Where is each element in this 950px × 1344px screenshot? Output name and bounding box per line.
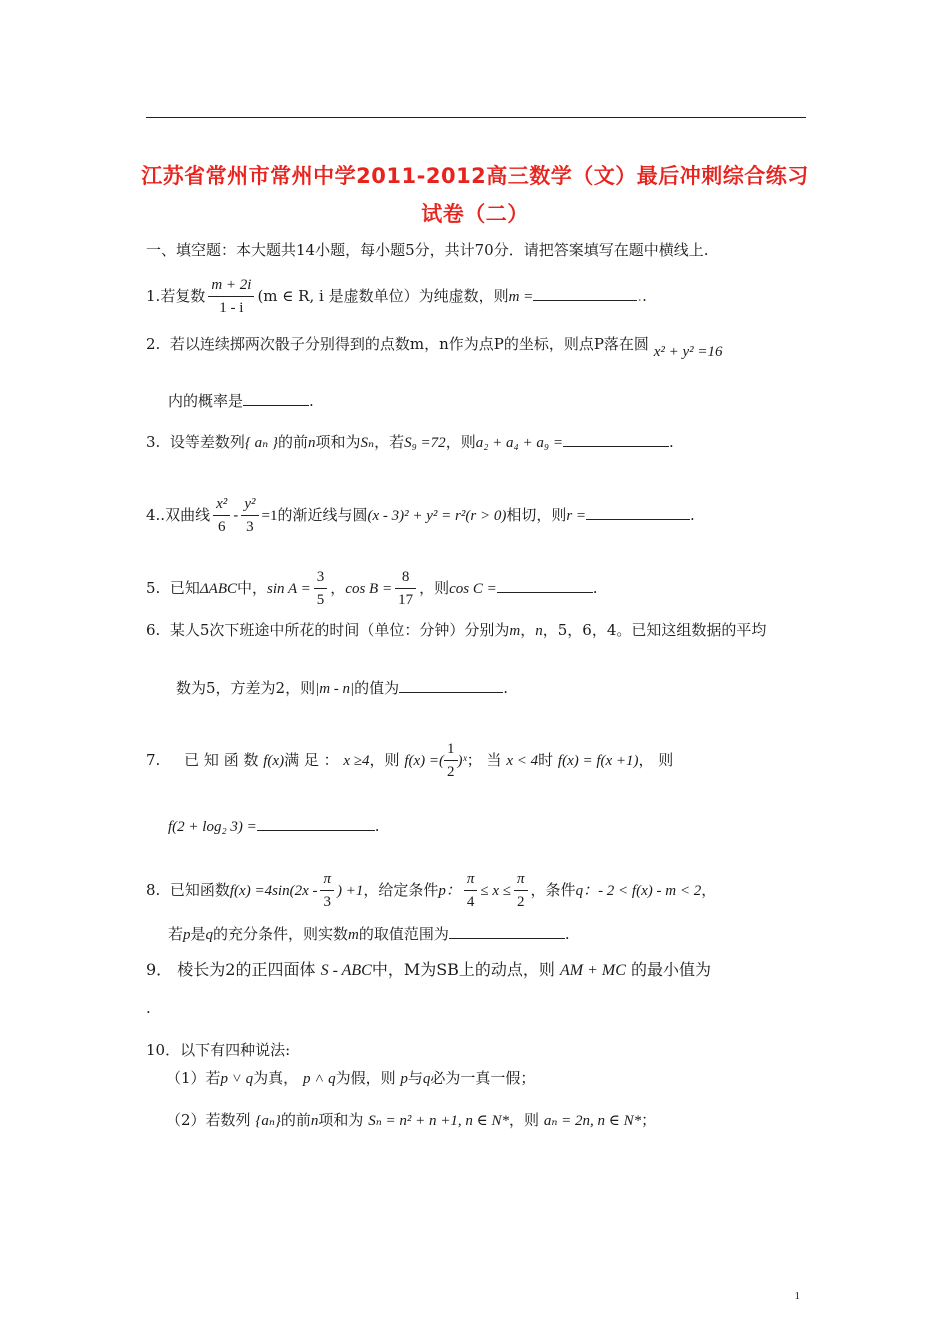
- q5-text-c: ，则: [419, 579, 450, 597]
- q7-text-e: 时: [538, 751, 554, 769]
- q7-fx: f(x): [263, 753, 285, 769]
- question-5: 5. 已知ΔABC中，sin A = $\frac{3}{5}$ ，cos B = $\frac{8}{17}$ ，则cos C = .: [146, 569, 598, 608]
- q3-sum: Sₙ: [360, 435, 375, 451]
- q8-text-b: ，给定条件: [363, 881, 439, 899]
- q8-fx: f(x) =4sin(2x -: [229, 883, 318, 899]
- q4-answer-blank[interactable]: [586, 505, 690, 520]
- q7-expr1: f(x) =(: [404, 753, 445, 769]
- q2-end: .: [309, 392, 314, 410]
- q6-m: m: [509, 623, 521, 639]
- question-3: [146, 432, 674, 453]
- q10-s2-sum: Sₙ = n² + n +1, n ∈ N*: [368, 1113, 510, 1129]
- q4-frac1-num: x²: [216, 496, 228, 512]
- q2-answer-blank[interactable]: [243, 391, 309, 406]
- q7-text-d: ； 当: [466, 751, 502, 769]
- q8-text-d: ，: [701, 881, 717, 899]
- q8-pi4-num: π: [466, 871, 475, 887]
- q5-cos-den: 17: [395, 588, 416, 608]
- q1-ask: m =: [508, 289, 534, 305]
- q10-s1-or: p ˅ q: [220, 1071, 254, 1087]
- q8-p: p：: [438, 883, 461, 899]
- q3-text-b: 的前: [277, 433, 308, 451]
- q2-text: 若以连续掷两次骰子分别得到的点数m，n作为点P的坐标，则点P落在圆: [169, 335, 649, 353]
- q6-n: n: [535, 623, 543, 639]
- q10-s2-d: ，则: [509, 1111, 540, 1129]
- q5-fraction-sin: [314, 570, 328, 608]
- q5-cos-num: 8: [401, 569, 410, 585]
- q10-s1-q: q: [422, 1071, 431, 1087]
- question-7-cont: [168, 816, 380, 837]
- q8-fraction-pi2: [514, 872, 528, 910]
- question-2-cont: [168, 391, 314, 411]
- q4-frac1-den: 6: [213, 515, 230, 535]
- section-heading: 一、填空题：本大题共14小题，每小题5分，共计70分．请把答案填写在题中横线上.: [146, 241, 709, 259]
- q4-fraction-y: [241, 497, 258, 535]
- q3-answer-blank[interactable]: [563, 432, 669, 447]
- q8-pi2-den: 2: [514, 890, 528, 910]
- q8-pi2-num: π: [517, 871, 525, 887]
- q7-answer-blank[interactable]: [257, 816, 375, 831]
- q8-text-g: 的充分条件，则实数: [213, 925, 349, 943]
- q6-text-c: 数为5，方差为2，则: [176, 679, 316, 697]
- q1-number: 1.: [146, 287, 161, 305]
- q10-s2-end: ；: [641, 1111, 657, 1129]
- q9-solid: S - ABC: [320, 962, 372, 979]
- q8-fraction-pi3: [320, 872, 334, 910]
- q5-text-b: 中，: [237, 579, 268, 597]
- q8-text-f: 是: [190, 925, 206, 943]
- q1-lead: 若复数: [160, 287, 206, 305]
- page-title-line2: 试卷（二）: [421, 202, 529, 226]
- question-4: [146, 497, 695, 535]
- q8-pi4-den: 4: [464, 890, 478, 910]
- q7-text-b: 满 足 ：: [284, 751, 339, 769]
- question-1: 1.若复数 $\frac{m + 2i}{1 - i}$ (m ∈ R, i 是虚数单位）为纯虚数，则m = ..: [146, 277, 647, 316]
- q10-text: 以下有四种说法:: [180, 1041, 291, 1059]
- q10-s1-p: p: [400, 1071, 408, 1087]
- q10-statement-2: [166, 1110, 656, 1131]
- q7-text-a: 已 知 函 数: [184, 751, 259, 769]
- q10-s1-f: 与: [407, 1069, 423, 1087]
- q8-text-h: 的取值范围为: [358, 925, 449, 943]
- q4-ask: r =: [566, 508, 587, 524]
- q3-expression: a₂ + a₄ + a₉ =: [475, 435, 563, 451]
- q4-fraction-x: [213, 497, 230, 535]
- q4-text-a: 双曲线: [165, 506, 211, 524]
- q1-condition: (m ∈ R, i 是虚数单位）为纯虚数，则: [257, 287, 509, 305]
- q8-answer-blank[interactable]: [449, 924, 565, 939]
- q2-equation: x² + y² =16: [653, 344, 723, 360]
- q1-answer-blank[interactable]: [533, 286, 637, 301]
- q7-fraction-half: [444, 742, 458, 780]
- q6-text-a: 某人5次下班途中所花的时间（单位：分钟）分别为: [169, 621, 510, 639]
- q4-text-b: 的渐近线与圆: [277, 506, 368, 524]
- q7-expr2: f(x) = f(x +1): [557, 753, 639, 769]
- q2-number: 2.: [146, 335, 161, 353]
- q10-s1-d: 为假，则: [335, 1069, 396, 1087]
- q7-expr1b: )ˣ: [457, 753, 467, 769]
- q9-expression: AM + MC: [560, 962, 626, 979]
- q5-triangle: ΔABC: [199, 581, 238, 597]
- q5-ask: cos C =: [449, 581, 497, 597]
- q8-number: 8.: [146, 881, 161, 899]
- q5-cosB: cos B =: [345, 581, 393, 597]
- q7-ask: f(2 + log₂ 3) =: [168, 819, 257, 835]
- q10-s2-label: （2）若数列: [166, 1111, 251, 1129]
- q5-sin-num: 3: [316, 569, 325, 585]
- q8-q: q：- 2 < f(x) - m < 2: [575, 883, 702, 899]
- question-7: [146, 742, 673, 780]
- q10-s1-and: p ˄ q: [302, 1071, 336, 1087]
- q4-circle: (x - 3)² + y² = r²(r > 0): [367, 508, 507, 524]
- q5-sin-den: 5: [314, 588, 328, 608]
- q7-text-c: ，则: [369, 751, 400, 769]
- q5-fraction-cos: [395, 570, 416, 608]
- q3-n: n: [307, 435, 316, 451]
- q8-fx2: ) +1: [336, 883, 364, 899]
- question-8-cont: [168, 924, 570, 945]
- q9-text-c: 的最小值为: [631, 960, 712, 979]
- q7-cond2: x < 4: [506, 753, 539, 769]
- q8-pi3-num: π: [323, 871, 331, 887]
- q3-sequence: { aₙ }: [244, 435, 278, 451]
- q7-cond1: x ≥4: [343, 753, 370, 769]
- q4-number: 4..: [146, 506, 166, 524]
- q3-text-c: 项和为: [315, 433, 361, 451]
- q5-sinA: sin A =: [267, 581, 311, 597]
- question-6-cont: [176, 678, 508, 699]
- q2-text2: 内的概率是: [168, 392, 244, 410]
- q10-s1-h: 必为一真一假；: [430, 1069, 536, 1087]
- q10-number: 10．: [146, 1041, 181, 1059]
- q7-end: .: [374, 817, 380, 835]
- q5-answer-blank[interactable]: [497, 578, 593, 593]
- question-6: 6. 某人5次下班途中所花的时间（单位：分钟）分别为m，n，5，6，4。已知这组数据的平均: [146, 621, 767, 639]
- page-number: 1: [794, 1290, 800, 1302]
- q6-text-b: ，5，6，4。已知这组数据的平均: [542, 621, 767, 639]
- q5-text-a: 已知: [169, 579, 200, 597]
- q9-number: 9．: [146, 960, 173, 979]
- q8-text-a: 已知函数: [169, 881, 230, 899]
- q10-s2-an: aₙ = 2n, n ∈ N*: [543, 1113, 642, 1129]
- q4-frac2-den: 3: [241, 515, 258, 535]
- q8-pi3-den: 3: [320, 890, 334, 910]
- q3-text-e: ，则: [445, 433, 476, 451]
- q3-end: .: [668, 433, 674, 451]
- q6-abs: |m - n|: [315, 681, 355, 697]
- q9-text-b: 中，M为SB上的动点，则: [371, 960, 555, 979]
- q10-s2-c: 项和为: [318, 1111, 364, 1129]
- q8-end: .: [564, 925, 570, 943]
- header-rule: [146, 117, 806, 118]
- question-8: [146, 872, 716, 910]
- q8-le: ≤ x ≤: [480, 883, 512, 899]
- q10-s1-label: （1）若: [166, 1069, 221, 1087]
- q4-end: .: [690, 506, 695, 524]
- q10-statement-1: [166, 1068, 535, 1089]
- q10-s2-seq: {aₙ}: [255, 1113, 281, 1129]
- q7-text-f: ， 则: [638, 751, 674, 769]
- q1-frac-den: 1 - i: [208, 296, 254, 316]
- q3-number: 3.: [146, 433, 161, 451]
- q6-number: 6.: [146, 621, 161, 639]
- question-9: [146, 960, 711, 981]
- q10-s2-n: n: [310, 1113, 319, 1129]
- q4-text-c: 相切，则: [506, 506, 567, 524]
- q4-frac2-num: y²: [244, 496, 256, 512]
- q7-number: 7.: [146, 751, 161, 769]
- q8-fraction-pi4: [464, 872, 478, 910]
- q7-half-den: 2: [444, 760, 458, 780]
- q4-equals: =1: [261, 508, 278, 524]
- q4-minus: -: [233, 506, 239, 524]
- q8-m: m: [348, 927, 359, 943]
- q3-text-a: 设等差数列: [169, 433, 245, 451]
- q1-end: .: [642, 287, 647, 305]
- question-2: [146, 334, 723, 360]
- q9-text-a: 棱长为2的正四面体: [177, 960, 316, 979]
- q1-frac-num: m + 2i: [211, 277, 252, 293]
- q8-text-e: 若: [168, 925, 184, 943]
- q1-fraction: [208, 278, 254, 316]
- q8-text-c: ，条件: [530, 881, 576, 899]
- q8-p2: p: [183, 927, 191, 943]
- question-9-end: .: [146, 999, 151, 1017]
- q7-half-num: 1: [447, 741, 455, 757]
- q10-s2-b: 的前: [280, 1111, 311, 1129]
- question-10: [146, 1040, 290, 1060]
- q10-s1-b: 为真，: [253, 1069, 299, 1087]
- q3-text-d: ，若: [374, 433, 405, 451]
- q8-q2: q: [205, 927, 214, 943]
- q6-text-d: 的值为: [354, 679, 400, 697]
- q5-number: 5.: [146, 579, 161, 597]
- q3-condition: S₉ =72: [404, 435, 446, 451]
- q5-end: .: [592, 579, 598, 597]
- q6-end: .: [503, 679, 508, 697]
- q6-answer-blank[interactable]: [399, 678, 503, 693]
- page-title-line1: 江苏省常州市常州中学2011-2012高三数学（文）最后冲刺综合练习: [141, 164, 809, 188]
